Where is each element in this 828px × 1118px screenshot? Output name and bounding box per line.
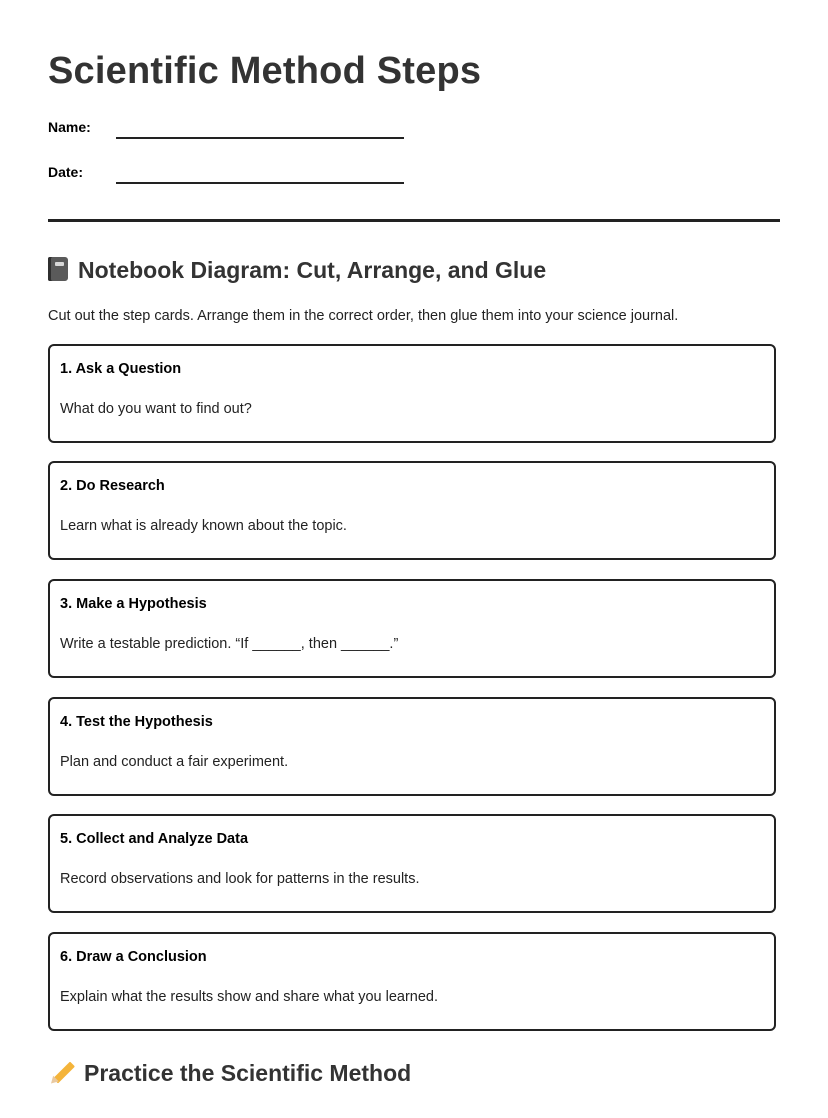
notebook-section-heading	[48, 255, 546, 285]
step-card-text: Plan and conduct a fair experiment.	[60, 754, 289, 770]
practice-section-heading	[48, 1058, 411, 1088]
step-card-title: 6. Draw a Conclusion	[60, 949, 207, 965]
date-field	[48, 162, 408, 186]
date-blank-line	[116, 182, 404, 184]
step-card	[48, 932, 776, 1031]
step-card-title: 2. Do Research	[60, 478, 165, 494]
name-blank-line	[116, 137, 404, 139]
practice-heading-text: Practice the Scientific Method	[84, 1060, 412, 1086]
step-card-title: 4. Test the Hypothesis	[60, 714, 213, 730]
step-card-title: 1. Ask a Question	[60, 361, 182, 377]
name-label: Name:	[48, 119, 91, 135]
step-card	[48, 344, 776, 443]
step-card	[48, 461, 776, 560]
notebook-icon	[48, 257, 68, 281]
step-card-text: What do you want to find out?	[60, 401, 252, 417]
step-card-title: 5. Collect and Analyze Data	[60, 831, 249, 847]
page-title: Scientific Method Steps	[48, 50, 482, 92]
date-label: Date:	[48, 164, 84, 180]
pencil-icon	[48, 1060, 76, 1084]
step-card-text: Record observations and look for patterns in the results.	[60, 871, 420, 887]
step-card	[48, 579, 776, 678]
step-card-text: Write a testable prediction. “If ______, then ______.”	[60, 636, 399, 652]
step-card-title: 3. Make a Hypothesis	[60, 596, 207, 612]
step-card	[48, 814, 776, 913]
header-divider	[48, 219, 780, 222]
step-card-text: Learn what is already known about the topic.	[60, 518, 347, 534]
step-card-text: Explain what the results show and share what you learned.	[60, 989, 439, 1005]
notebook-instructions: Cut out the step cards. Arrange them in the correct order, then glue them into your science journal.	[48, 308, 679, 324]
step-card	[48, 697, 776, 796]
name-field	[48, 117, 408, 141]
notebook-heading-text: Notebook Diagram: Cut, Arrange, and Glue	[78, 257, 547, 283]
